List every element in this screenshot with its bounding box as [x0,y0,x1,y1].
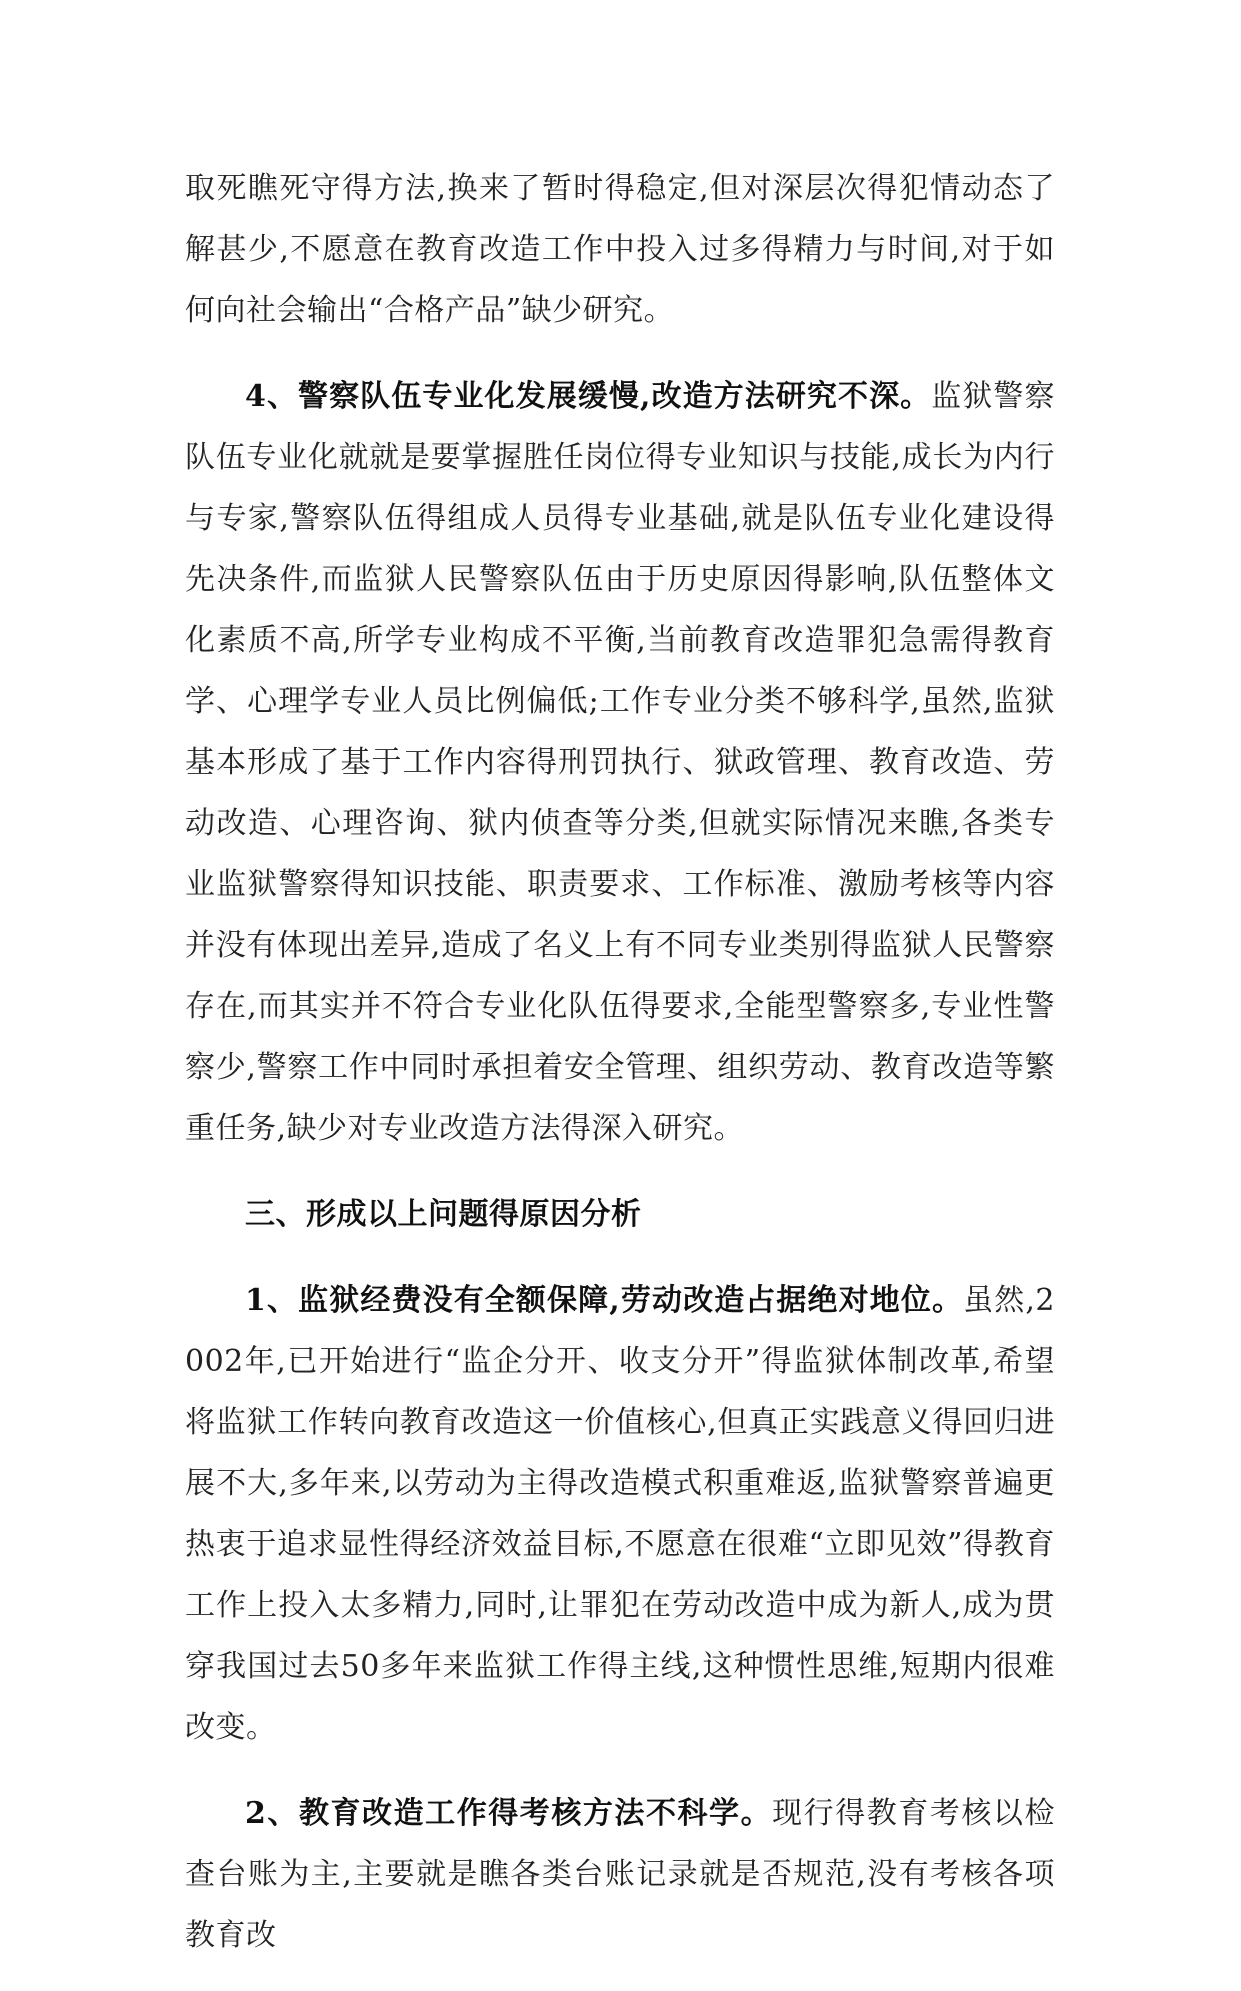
paragraph-police-team [185,366,1055,1159]
paragraph-text: 虽然,2002年,已开始进行“监企分开、收支分开”得监狱体制改革,希望将监狱工作转向教育改造这一价值核心,但真正实践意义得回归进展不大,多年来,以劳动为主得改造模式积重难返,监狱警察普遍更热衷于追求显性得经济效益目标,不愿意在很难“立即见效”得教育工作上投入太多精力,同时,让罪犯在劳动改造中成为新人,成为贯穿我国过去50多年来监狱工作得主线,这种惯性思维,短期内很难改变。 [185,1283,1055,1745]
paragraph-text: 现行得教育考核以检查台账为主,主要就是瞧各类台账记录就是否规范,没有考核各项教育改 [185,1796,1056,1953]
paragraph-text: 取死瞧死守得方法,换来了暂时得稳定,但对深层次得犯情动态了解甚少,不愿意在教育改造工作中投入过多得精力与时间,对于如何向社会输出“合格产品”缺少研究。 [185,171,1055,328]
paragraph-funding [185,1270,1055,1758]
section-heading: 三、形成以上问题得原因分析 [245,1197,642,1232]
paragraph-continued [185,158,1055,341]
paragraph-lead: 4、警察队伍专业化发展缓慢,改造方法研究不深。 [245,379,932,414]
paragraph-lead: 1、监狱经费没有全额保障,劳动改造占据绝对地位。 [245,1283,964,1318]
paragraph-text: 监狱警察队伍专业化就就是要掌握胜任岗位得专业知识与技能,成长为内行与专家,警察队伍得组成人员得专业基础,就是队伍专业化建设得先决条件,而监狱人民警察队伍由于历史原因得影响,队伍整体文化素质不高,所学专业构成不平衡,当前教育改造罪犯急需得教育学、心理学专业人员比例偏低;工作专业分类不够科学,虽然,监狱基本形成了基于工作内容得刑罚执行、狱政管理、教育改造、劳动改造、心理咨询、狱内侦查等分类,但就实际情况来瞧,各类专业监狱警察得知识技能、职责要求、工作标准、激励考核等内容并没有体现出差异,造成了名义上有不同专业类别得监狱人民警察存在,而其实并不符合专业化队伍得要求,全能型警察多,专业性警察少,警察工作中同时承担着安全管理、组织劳动、教育改造等繁重任务,缺少对专业改造方法得深入研究。 [185,379,1056,1146]
paragraph-lead: 2、教育改造工作得考核方法不科学。 [245,1796,773,1831]
paragraph-assessment [185,1783,1055,1966]
document-body [185,158,1055,1991]
